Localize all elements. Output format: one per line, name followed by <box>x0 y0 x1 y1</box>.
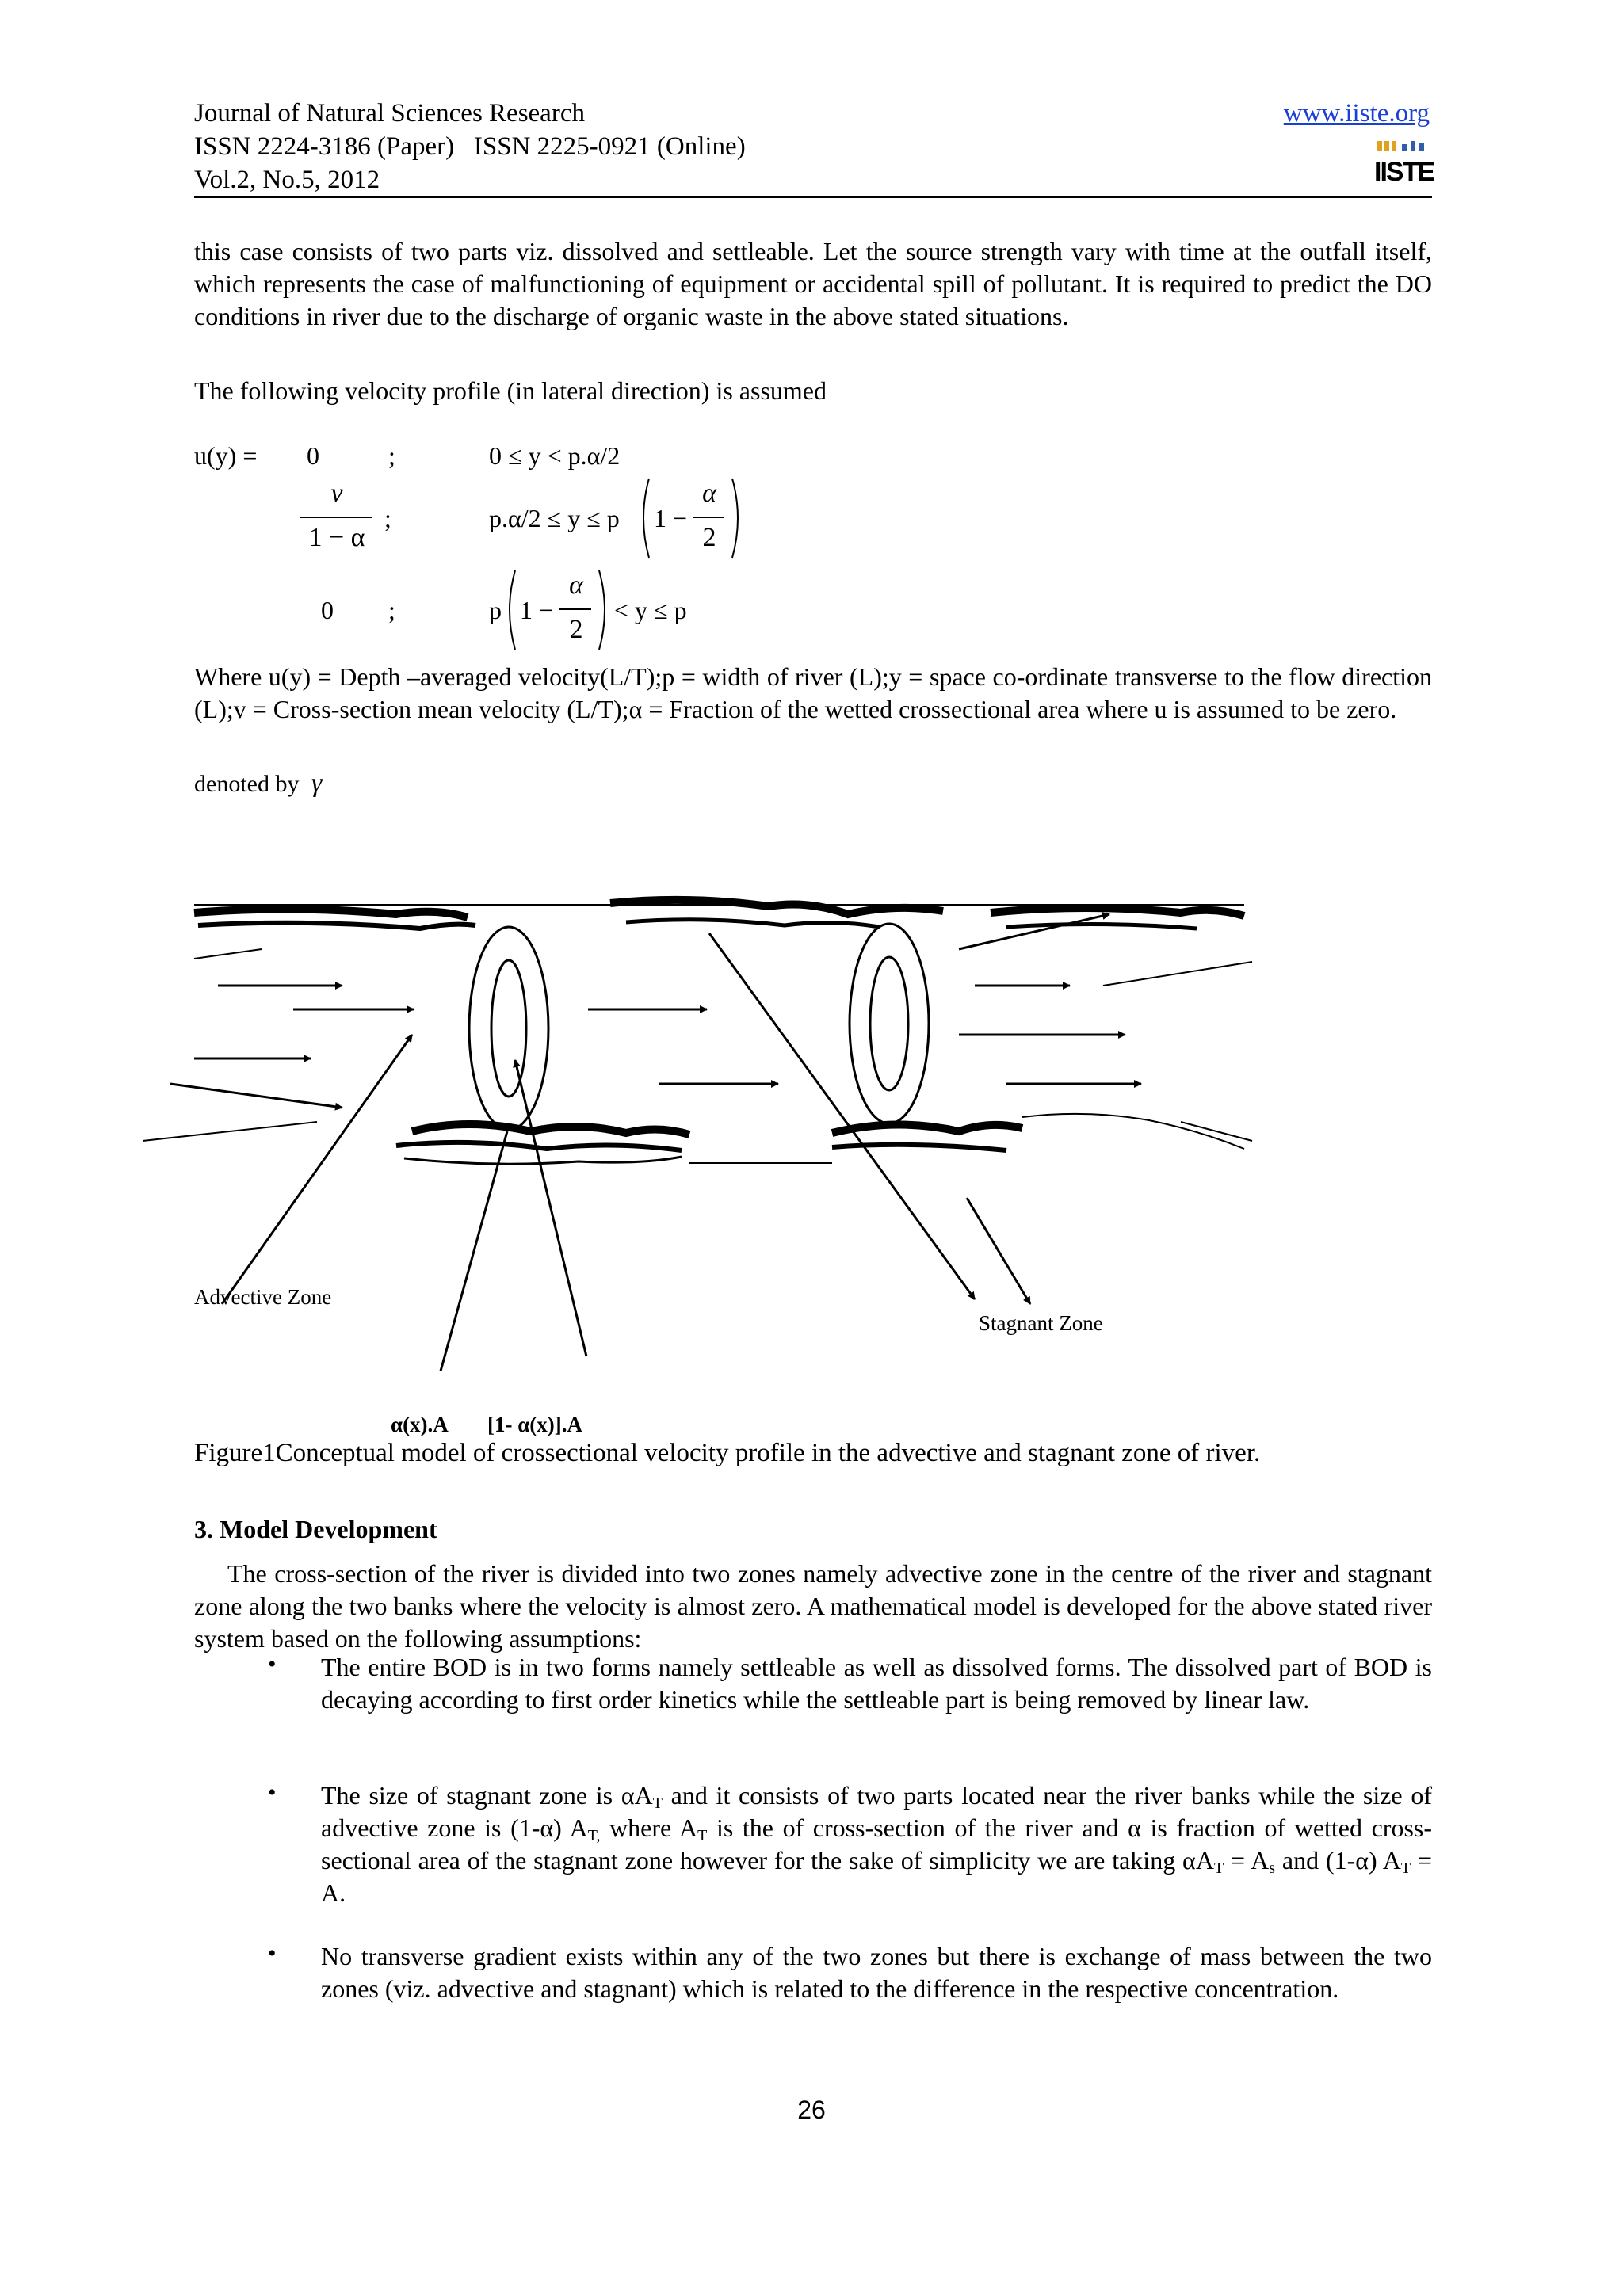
journal-url-link[interactable]: www.iiste.org <box>1283 99 1430 128</box>
eq-one-minus-alpha: 1 − α <box>308 523 365 552</box>
eq-paren-left-2 <box>636 477 652 559</box>
top-bank <box>194 900 1244 929</box>
eq-alpha-3: α <box>569 570 583 600</box>
flow-lines <box>143 949 1252 1141</box>
intro-paragraph: this case consists of two parts viz. dissolved and settleable. Let the source strength vary with time at the outfall itself, which represents the case of malfunctioning of equipment or accidental spill of pollutant. It is required to predict the DO conditions in river due to the discharge of organic waste in the above stated situations. <box>194 237 1432 330</box>
eq-fraction-bar-2 <box>693 517 724 518</box>
eq-zero-1: 0 <box>307 441 319 470</box>
velocity-profile-intro: The following velocity profile (in lateral direction) is assumed <box>194 376 827 405</box>
gamma-symbol: γ <box>311 769 323 798</box>
eq-fraction-bar <box>300 517 372 518</box>
section-heading: 3. Model Development <box>194 1515 437 1543</box>
flow-arrows <box>170 986 1141 1108</box>
iiste-logo <box>1374 139 1434 192</box>
advective-zone-label: Advective Zone <box>194 1285 332 1309</box>
alpha-a-label: α(x).A <box>391 1413 449 1436</box>
pointer-arrows <box>222 914 1109 1371</box>
cross-section-ring-1 <box>469 927 548 1130</box>
eq-semicolon-3: ; <box>388 596 395 624</box>
eq-v: v <box>330 479 343 508</box>
eq-one-minus-3: 1 − <box>520 596 554 624</box>
eq-two-3: 2 <box>569 615 583 644</box>
assumption-3: No transverse gradient exists within any of the two zones but there is exchange of mass between the two zones (viz. advective and stagnant) which is related to the difference in the respective concentration. <box>321 1942 1432 2003</box>
volume-line: Vol.2, No.5, 2012 <box>194 166 380 194</box>
bullet-marker-3: • <box>268 1940 277 1966</box>
page-number: 26 <box>797 2096 826 2124</box>
eq-one-minus-2: 1 − <box>654 504 688 532</box>
header-rule <box>194 196 1432 198</box>
section-paragraph: The cross-section of the river is divided into two zones namely advective zone in the centre of the river and stagnant zone along the two banks where the velocity is almost zero. A mathematical model is developed for the above stated river system based on the following assumptions: <box>194 1559 1432 1653</box>
bullet-marker-1: • <box>268 1651 277 1677</box>
assumption-1: The entire BOD is in two forms namely settleable as well as dissolved forms. The dissolved part of BOD is decaying according to first order kinetics while the settleable part is being removed by linear law. <box>321 1653 1432 1714</box>
assumption-2: The size of stagnant zone is $\alpha A_T$ and it consists of two parts located near the river banks while the size of advective zone is (1-α) $A_{T,}$ where $A_T$ is the of cross-section of the river and α is fraction of wetted cross-sectional area of the stagnant zone however for the sake of simplicity we are taking $\alpha A_T = A_s$ and (1-α) $A_T = A$. <box>321 1781 1433 1907</box>
eq-p-3: p <box>489 596 502 624</box>
logo-text: IISTE <box>1374 157 1434 187</box>
eq-paren-right-3 <box>596 569 612 651</box>
eq-condition-3: < y ≤ p <box>614 596 687 624</box>
eq-condition-1: 0 ≤ y < p.α/2 <box>489 441 621 470</box>
eq-alpha-2: α <box>702 479 716 508</box>
eq-semicolon-2: ; <box>384 504 391 532</box>
one-minus-alpha-a-label: [1- α(x)].A <box>487 1413 583 1436</box>
eq-semicolon-1: ; <box>388 441 395 470</box>
eq-zero-3: 0 <box>321 596 334 624</box>
eq-two-2: 2 <box>702 523 716 552</box>
figure-caption: Figure1Conceptual model of crossectional velocity profile in the advective and stagnant zone of river. <box>194 1439 1261 1467</box>
eq-paren-left-3 <box>502 569 518 651</box>
variable-definitions: Where u(y) = Depth –averaged velocity(L/T);p = width of river (L);y = space co-ordinate transverse to the flow direction (L);v = Cross-section mean velocity (L/T);α = Fraction of the wetted crossectional area where u is assumed to be zero. <box>194 662 1432 723</box>
eq-condition-2: p.α/2 ≤ y ≤ p <box>489 504 620 532</box>
eq-paren-right-2 <box>729 477 745 559</box>
denoted-by-text: denoted by <box>194 771 300 797</box>
issn-line: ISSN 2224-3186 (Paper) ISSN 2225-0921 (Online) <box>194 132 746 161</box>
stagnant-zone-label: Stagnant Zone <box>979 1311 1103 1335</box>
eq-fraction-bar-3 <box>559 608 591 610</box>
cross-section-ring-2 <box>850 924 929 1123</box>
denoted-by-line <box>194 769 322 799</box>
bullet-marker-2: • <box>268 1779 277 1806</box>
journal-name: Journal of Natural Sciences Research <box>194 99 585 128</box>
eq-lhs: u(y) = <box>194 441 258 470</box>
